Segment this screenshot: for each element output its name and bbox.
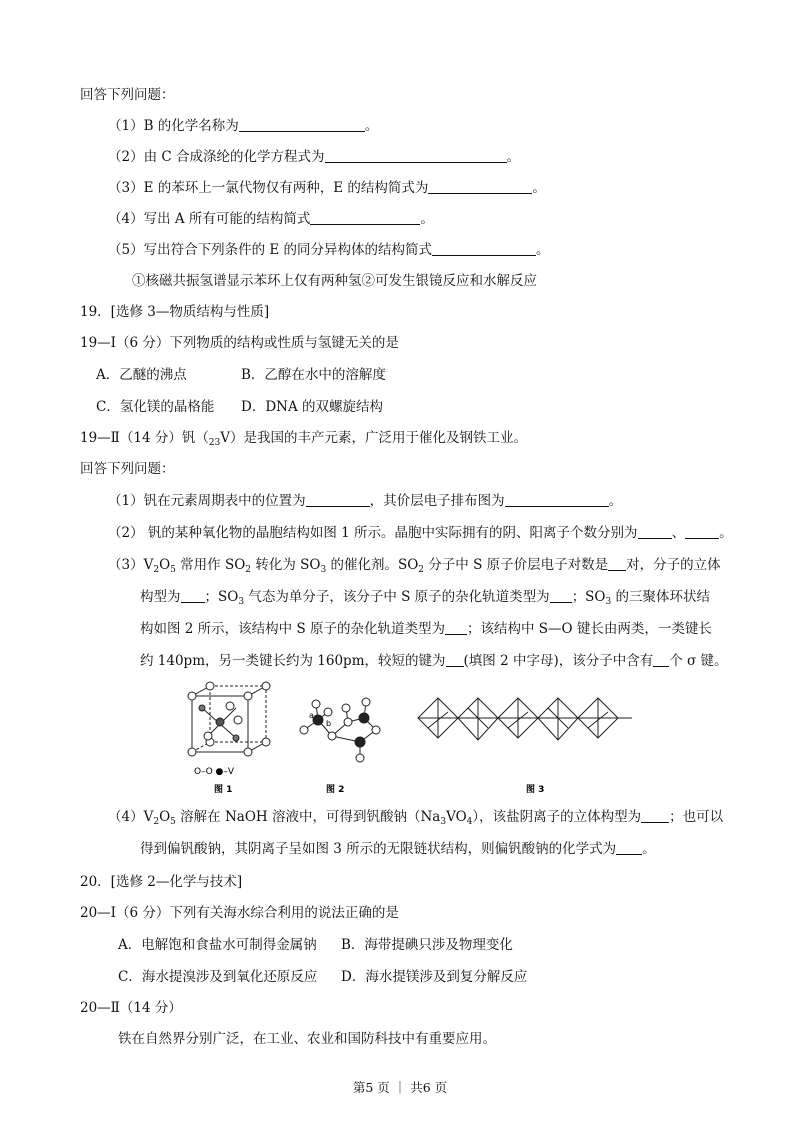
answer-blank[interactable] bbox=[641, 808, 669, 823]
q19-1-option-b: B．乙醇在水中的溶解度 bbox=[241, 367, 386, 383]
answer-blank[interactable] bbox=[446, 652, 464, 667]
answer-blank[interactable] bbox=[181, 588, 205, 603]
q20-1-stem: 20—Ⅰ（6 分）下列有关海水综合利用的说法正确的是 bbox=[80, 905, 399, 921]
answer-blank[interactable] bbox=[445, 620, 467, 635]
q19-2-part3-line3: 构如图 2 所示，该结构中 S 原子的杂化轨道类型为 ；该结构中 S—O 键长由两类，一类键长 bbox=[140, 621, 712, 637]
figure-1-atoms bbox=[188, 682, 270, 756]
q20-1-option-d: D．海水提镁涉及到复分解反应 bbox=[341, 969, 528, 985]
bond-label-b: b bbox=[326, 719, 332, 728]
q19-1-option-a: A．乙醚的沸点 bbox=[96, 367, 187, 383]
intro-text: 回答下列问题： bbox=[80, 87, 175, 103]
figure-1-legend: O–O ●–V bbox=[194, 767, 235, 777]
q20-1-option-a: A．电解饱和食盐水可制得金属钠 bbox=[118, 937, 317, 953]
figures-svg bbox=[176, 678, 646, 796]
q19-2-ask: 回答下列问题： bbox=[80, 461, 175, 477]
figure-1-caption: 图 1 bbox=[214, 785, 233, 795]
q19-2-part4-line2: 得到偏钒酸钠，其阴离子呈如图 3 所示的无限链状结构，则偏钒酸钠的化学式为 。 bbox=[140, 841, 656, 857]
page-footer: 第5 页 ｜ 共6 页 bbox=[352, 1080, 448, 1095]
q20-2-stem: 20—Ⅱ（14 分） bbox=[80, 1000, 182, 1016]
q18-part5: （5）写出符合下列条件的 E 的同分异构体的结构简式 。 bbox=[108, 242, 550, 258]
figure-panel bbox=[176, 678, 646, 796]
answer-blank[interactable] bbox=[428, 179, 532, 194]
q19-1-stem: 19—Ⅰ（6 分）下列物质的结构或性质与氢键无关的是 bbox=[80, 335, 399, 351]
q19-2-part3-line1: $(3)V_2O_5$ 常用作 $SO_2$ 转化为 $SO_3$ 的催化剂。$SO_2$ 分子中 S 原子价层电子对数是 对，分子的立体 bbox=[108, 557, 721, 575]
q18-part4: （4）写出 A 所有可能的结构简式 。 bbox=[108, 211, 434, 227]
answer-blank[interactable] bbox=[653, 652, 669, 667]
answer-blank[interactable] bbox=[550, 588, 572, 603]
q19-1-option-d: D．DNA 的双螺旋结构 bbox=[241, 399, 384, 415]
q18-part3: （3）E 的苯环上一氯代物仅有两种，E 的结构简式为 。 bbox=[108, 180, 546, 196]
answer-blank[interactable] bbox=[239, 117, 365, 132]
answer-blank[interactable] bbox=[608, 556, 626, 571]
figure-2-caption: 图 2 bbox=[326, 785, 345, 795]
q19-2-part3-line4: 约 140pm，另一类键长约为 160pm，较短的键为 (填图 2 中字母)，该分子中含有 个 σ 键。 bbox=[140, 653, 728, 669]
q19-1-option-c: C．氢化镁的晶格能 bbox=[96, 399, 215, 415]
answer-blank[interactable] bbox=[310, 210, 420, 225]
section-19-title: 19．[选修 3—物质结构与性质] bbox=[80, 304, 270, 320]
section-20-title: 20．[选修 2—化学与技术] bbox=[80, 874, 243, 890]
answer-blank[interactable] bbox=[306, 492, 370, 507]
q18-part2: （2）由 C 合成涤纶的化学方程式为 。 bbox=[108, 149, 521, 165]
figure-3-chain bbox=[418, 698, 632, 740]
figure-3-caption: 图 3 bbox=[526, 785, 545, 795]
q18-conditions: ①核磁共振氢谱显示苯环上仅有两种氢②可发生银镜反应和水解反应 bbox=[132, 273, 537, 289]
q19-2-part3-line2: 构型为 ；$SO_3$ 气态为单分子，该分子中 S 原子的杂化轨道类型为 ；$SO_3$ 的三聚体环状结 bbox=[140, 589, 711, 607]
q20-1-option-c: C．海水提溴涉及到氧化还原反应 bbox=[118, 969, 318, 985]
bond-label-a: a bbox=[309, 711, 314, 720]
q20-2-text: 铁在自然界分别广泛，在工业、农业和国防科技中有重要应用。 bbox=[118, 1031, 496, 1047]
q19-2-part2: （2） 钒的某种氧化物的晶胞结构如图 1 所示。晶胞中实际拥有的阴、阳离子个数分别为 、 。 bbox=[108, 525, 733, 541]
q18-part1: （1）B 的化学名称为 。 bbox=[108, 118, 379, 134]
q19-2-stem: 19—Ⅱ（14 分）钒$(_{23}V)$是我国的丰产元素，广泛用于催化及钢铁工业。 bbox=[80, 430, 528, 448]
q19-2-part1: （1）钒在元素周期表中的位置为 ，其价层电子排布图为 。 bbox=[108, 493, 623, 509]
answer-blank[interactable] bbox=[505, 492, 609, 507]
answer-blank[interactable] bbox=[616, 840, 642, 855]
answer-blank[interactable] bbox=[638, 524, 672, 539]
figure-1-unit-cell bbox=[192, 686, 266, 752]
answer-blank[interactable] bbox=[432, 241, 536, 256]
answer-blank[interactable] bbox=[325, 148, 507, 163]
answer-blank[interactable] bbox=[685, 524, 719, 539]
figure-2-trimer bbox=[300, 698, 380, 762]
q20-1-option-b: B．海带提碘只涉及物理变化 bbox=[341, 937, 513, 953]
q19-2-part4-line1: $(4)V_2O_5$ 溶解在 NaOH 溶液中，可得到钒酸钠$(Na_3VO_4)$，该盐阴离子的立体构型为 ；也可以 bbox=[108, 809, 724, 827]
